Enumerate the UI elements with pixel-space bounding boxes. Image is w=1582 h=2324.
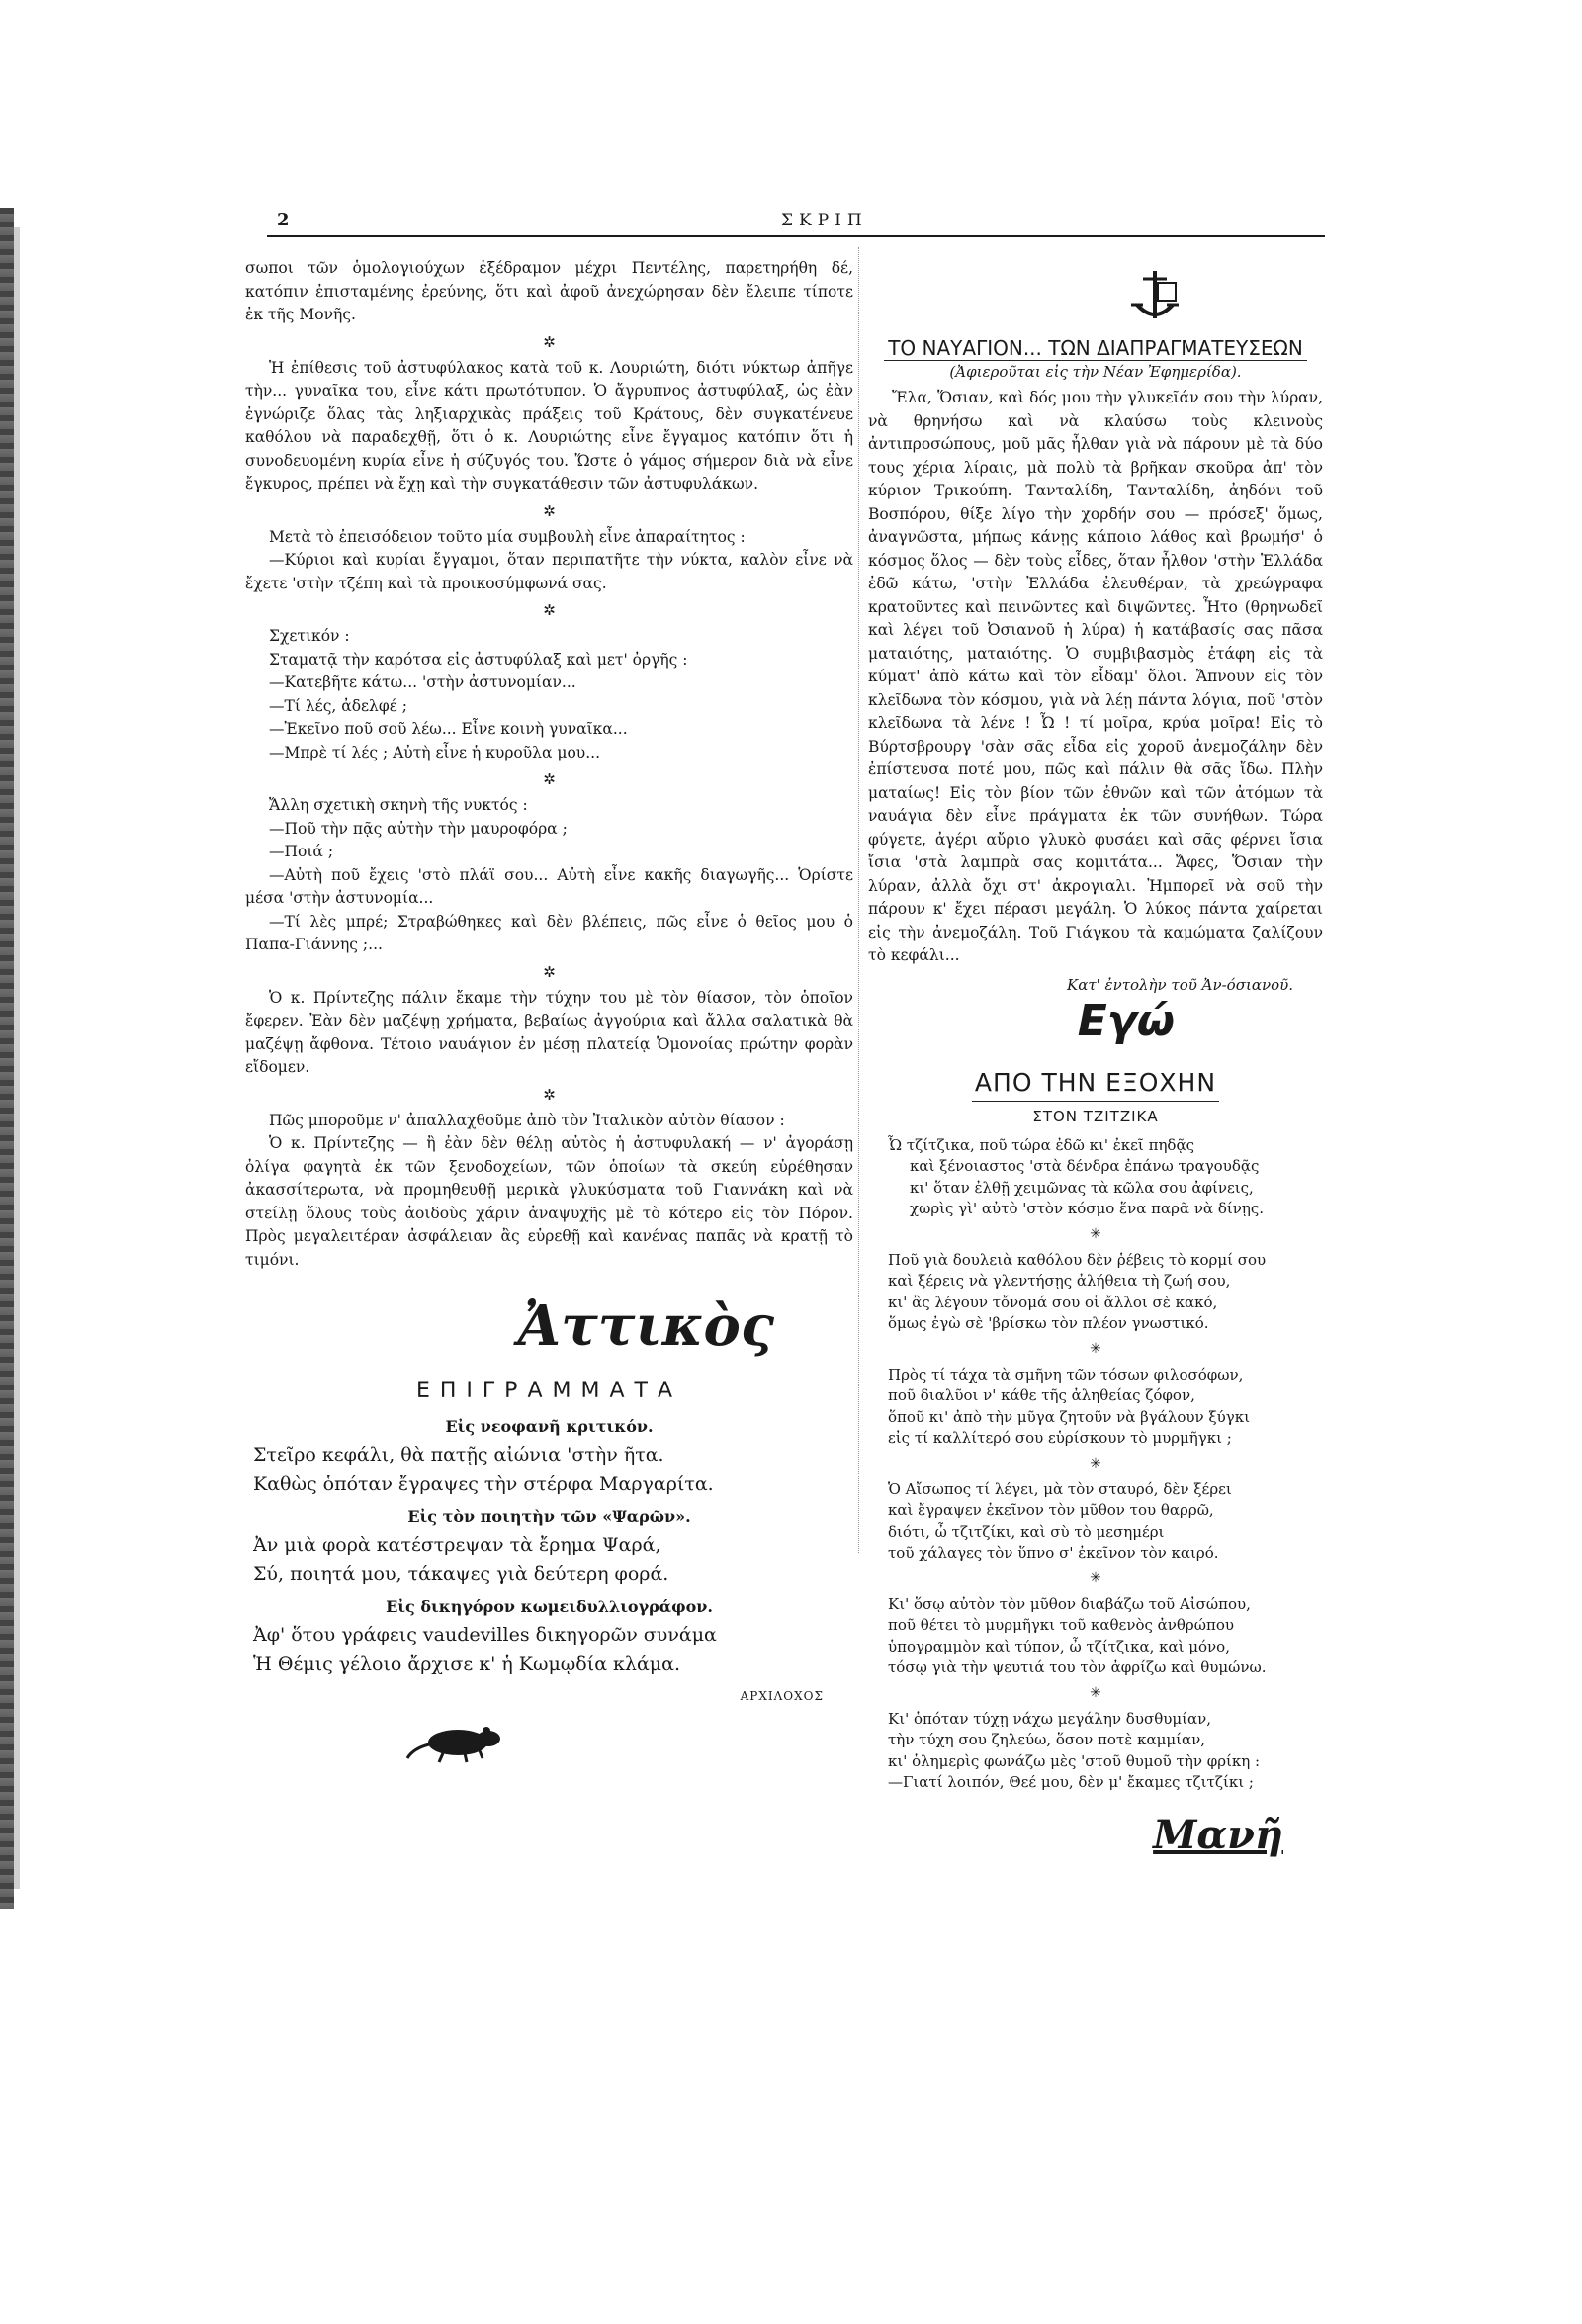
epigram-subtitle: Εἰς νεοφανῆ κριτικόν. — [445, 1417, 654, 1436]
star-separator: ✲ — [543, 332, 556, 351]
article-paragraph: σωποι τῶν ὁμολογιούχων ἐξέδραμον μέχρι Πεντέλης, παρετηρήθη δέ, κατόπιν ἐπισταμένης ἐρεύνης, ὅτι καὶ ἀφοῦ ἀνεχώρησαν δὲν ἔλειπε τίποτε ἐκ τῆς Μονῆς. — [245, 259, 853, 323]
right-column — [868, 267, 1323, 1858]
star-separator: ✲ — [543, 601, 556, 619]
dialogue-line: —Τί λές, ἀδελφέ ; — [269, 696, 407, 715]
left-column — [245, 257, 853, 1768]
verse-line: καὶ ξέρεις νὰ γλεντήσῃς ἀλήθεια τὴ ζωή σου, — [888, 1272, 1231, 1290]
dialogue-line: —Μπρὲ τί λές ; Αὐτὴ εἶνε ἡ κυροῦλα μου... — [269, 743, 601, 761]
verse-line: κι' ἂς λέγουν τὄνομά σου οἱ ἄλλοι σὲ κακό, — [888, 1293, 1218, 1311]
column-divider — [858, 247, 860, 1553]
article-dedication: (Ἀφιεροῦται εἰς τὴν Νέαν Ἐφημερίδα). — [949, 363, 1242, 381]
page-number: 2 — [277, 210, 290, 230]
epigram-line: Σύ, ποιητά μου, τάκαψες γιὰ δεύτερη φορά. — [253, 1564, 669, 1585]
epigram-subtitle: Εἰς δικηγόρον κωμειδυλλιογράφον. — [386, 1597, 713, 1616]
poem-stanza — [888, 1479, 1323, 1564]
verse-line: κι' ὁλημερὶς φωνάζω μὲς 'στοῦ θυμοῦ τὴν φρίκη : — [888, 1751, 1261, 1770]
page-header — [267, 210, 1325, 237]
verse-line: ὅποῦ κι' ἀπὸ τὴν μῦγα ζητοῦν νὰ βγάλουν ξύγκι — [888, 1407, 1251, 1426]
star-separator: ✳ — [1090, 1684, 1101, 1701]
section-title: ΑΠΟ ΤΗΝ ΕΞΟΧΗΝ — [974, 1067, 1217, 1097]
dialogue-line: —Κατεβῆτε κάτω... 'στὴν ἀστυνομίαν... — [269, 673, 576, 691]
poem-stanza — [888, 1365, 1323, 1450]
verse-line: ὑπογραμμὸν καὶ τύπον, ὦ τζίτζικα, καὶ μόνο, — [888, 1637, 1230, 1655]
epigram-line: Καθὼς ὁπόταν ἔγραψες τὴν στέρφα Μαργαρίτα. — [253, 1474, 714, 1495]
verse-line: Ποῦ γιὰ δουλειὰ καθόλου δὲν ῥέβεις τὸ κορμί σου — [888, 1250, 1267, 1269]
star-separator: ✲ — [543, 1085, 556, 1104]
verse-line: κι' ὅταν ἐλθῇ χειμῶνας τὰ κῶλα σου ἀφίνεις, — [910, 1178, 1254, 1197]
ship-anchor-emblem-icon — [1125, 267, 1323, 330]
star-separator: ✳ — [1090, 1569, 1101, 1586]
poem-title: ΣΤΟΝ ΤΖΙΤΖΙΚΑ — [1032, 1107, 1159, 1125]
dialogue-line: —Ποιά ; — [269, 843, 334, 860]
signature-mani: Μανῆ — [1153, 1811, 1283, 1858]
epigrams-title: ΕΠΙΓΡΑΜΜΑΤΑ — [415, 1379, 682, 1403]
dialogue-line: Σταματᾷ τὴν καρότσα εἰς ἀστυφύλαξ καὶ μετ' ὀργῆς : — [269, 650, 688, 669]
article-paragraph: Ὁ κ. Πρίντεζης — ἢ ἐὰν δὲν θέλῃ αὐτὸς ἡ ἀστυφυλακή — ν' ἀγοράσῃ ὀλίγα φαγητὰ ἐκ τῶν ξενοδοχείων, τῶν ὁποίων τὰ σκεύη εὑρέθησαν ἀκασσίτερωτα, νὰ προμηθευθῇ μερικὰ γλυκύσματα τοῦ Γιαννάκη καὶ νὰ στείλῃ ὅλους τοὺς ἀοιδοὺς χάριν ἀναψυχῆς μὲ τὸ κότερο εἰς τὸν Πόρον. Πρὸς μεγαλειτέραν ἀσφάλειαν ἂς εὑρεθῇ καὶ κανένας παπᾶς νὰ κρατῇ τὸ τιμόνι. — [245, 1134, 853, 1269]
signature-ego: Εγώ — [1077, 995, 1175, 1046]
verse-line: Πρὸς τί τάχα τὰ σμῆνη τῶν τόσων φιλοσόφων, — [888, 1365, 1244, 1384]
article-title-wrap — [868, 336, 1323, 361]
verse-line: ποῦ θέτει τὸ μυρμῆγκι τοῦ καθενὸς ἀνθρώπου — [888, 1616, 1234, 1634]
verse-line: καὶ ξένοιαστος 'στὰ δένδρα ἐπάνω τραγουδᾷς — [910, 1157, 1260, 1175]
star-separator: ✲ — [543, 962, 556, 981]
binding-edge — [0, 208, 14, 1909]
epigram-line: Στεῖρο κεφάλι, θὰ πατῇς αἰώνια 'στὴν ῆτα. — [253, 1444, 664, 1466]
verse-line: Ὁ Αἴσωπος τί λέγει, μὰ τὸν σταυρό, δὲν ξέρει — [888, 1479, 1232, 1498]
poem-stanza — [888, 1709, 1323, 1794]
star-separator: ✳ — [1090, 1455, 1101, 1472]
advice-line: —Κύριοι καὶ κυρίαι ἔγγαμοι, ὅταν περιπατῆτε τὴν νύκτα, καλὸν εἶνε νὰ ἔχετε 'στὴν τζέπη καὶ τὰ προικοσύμφωνά σας. — [245, 551, 853, 592]
article-paragraph: Ὁ κ. Πρίντεζης πάλιν ἔκαμε τὴν τύχην του μὲ τὸν θίασον, τὸν ὁποῖον ἔφερεν. Ἐὰν δὲν μαζέψῃ χρήματα, βεβαίως ἀγγούρια καὶ ἄλλα σαλατικὰ θὰ μαζέψῃ ἄφθονα. Τέτοιο ναυάγιον ἐν μέσῃ πλατείᾳ Ὁμονοίας πρώτην φορὰν εἴδομεν. — [245, 988, 853, 1076]
star-separator: ✲ — [543, 770, 556, 788]
star-separator: ✲ — [543, 501, 556, 520]
article-title: ΤΟ ΝΑΥΑΓΙΟΝ... ΤΩΝ ΔΙΑΠΡΑΓΜΑΤΕΥΣΕΩΝ — [884, 336, 1307, 361]
dialogue-line: —Αὐτὴ ποῦ ἔχεις 'στὸ πλάϊ σου... Αὐτὴ εἶνε κακῆς διαγωγῆς... Ὁρίστε μέσα 'στὴν ἀστυνομία... — [245, 865, 853, 907]
article-signoff: Κατ' ἐντολὴν τοῦ Ἀν-όσιανοῦ. — [1067, 975, 1293, 994]
poem-stanza — [888, 1594, 1323, 1679]
signature-attikos: Ἀττικὸς — [517, 1294, 774, 1359]
verse-line: τοῦ χάλαγες τὸν ὕπνο σ' ἐκεῖνον τὸν καιρό. — [888, 1544, 1219, 1562]
verse-line: τὴν τύχη σου ζηλεύω, ὅσον ποτὲ καμμίαν, — [888, 1731, 1205, 1748]
poem-stanza — [888, 1135, 1323, 1220]
verse-line: χωρὶς γὶ' αὐτὸ 'στὸν κόσμο ἕνα παρᾶ νὰ δίνῃς. — [910, 1200, 1265, 1217]
relevant-title: Σχετικόν : — [269, 627, 350, 645]
dialogue-line: —Ἐκεῖνο ποῦ σοῦ λέω... Εἶνε κοινὴ γυναῖκα... — [269, 720, 628, 738]
verse-line: ὅμως ἐγὼ σὲ 'βρίσκω τὸν πλέον γνωστικό. — [888, 1314, 1209, 1332]
article-paragraph: Ἡ ἐπίθεσις τοῦ ἀστυφύλακος κατὰ τοῦ κ. Λουριώτη, διότι νύκτωρ ἀπῆγε τὴν... γυναῖκα του, εἶνε κάτι πρωτότυπον. Ὁ ἄγρυπνος ἀστυφύλαξ, ὡς ἐὰν ἐγνώριζε ὅλας τὰς ληξιαρχικὰς πράξεις τοῦ Κράτους, δὲν συγκατένευε καθόλου νὰ παραδεχθῇ, ὅτι ὁ κ. Λουριώτης εἶνε ἔγγαμος κατόπιν ὅτι ἡ συνοδευομένη κυρία εἶνε ἡ σύζυγός του. Ὥστε ὁ γάμος σήμερον διὰ νὰ εἶνε ἔγκυρος, πρέπει νὰ ἔχῃ καὶ τὴν συγκατάθεσιν τῶν ἀστυφυλάκων. — [245, 358, 853, 492]
epigram-line: Ἀφ' ὅτου γράφεις vaudevilles δικηγορῶν συνάμα — [253, 1624, 717, 1646]
epigrams-author: ΑΡΧΙΛΟΧΟΣ — [740, 1689, 824, 1703]
article-body: Ἔλα, Ὅσιαν, καὶ δός μου τὴν γλυκεῖάν σου τὴν λύραν, νὰ θρηνήσω καὶ νὰ κλαύσω τοὺς κλεινοὺς ἀντιπροσώπους, μοῦ μᾶς ἦλθαν γιὰ νὰ πάρουν μὲ τὰ δύο τους χέρια λίραις, μὰ πολὺ τὰ βρῆκαν σκοῦρα ἀπ' τὸν κύριον Τρικούπη. Τανταλίδη, Τανταλίδη, ἀηδόνι τοῦ Βοσπόρου, θίξε λίγο τὴν χορδήν σου — πρόσεξ' ὅμως, ἀναγνῶστα, μήπως κάνῃς κάποιο λάθος καὶ βρωμήσ' ὁ κόσμος ὅλος — δὲν τοὺς εἶδες, ὅταν ἦλθον 'στὴν Ἑλλάδα ἐδῶ κάτω, 'στὴν Ἑλλάδα ἐλευθέραν, τὰ χρεώγραφα κρατοῦντες καὶ πεινῶντες καὶ διψῶντες. Ἦτο (θρηνωδεῖ καὶ λέγει τοῦ Ὀσιανοῦ ἡ λύρα) ἡ κατάβασίς σας πᾶσα ματαιότης, ματαιότης. Ὁ συμβιβασμὸς ἐτάφη εἰς τὰ κύματ' ἀπὸ κάτω καὶ τὸν εἶδαμ' ὅλοι. Ἄπνουν εἰς τὸν κλεῖδωνα τὸν κόσμου, γιὰ νὰ λέῃ πάντα λόγια, ποῦ 'στὸν κλεῖδωνα τὰ λένε ! Ὦ ! τί μοῖρα, κρύα μοῖρα! Εἰς τὸ Βύρτσβρουργ 'σὰν σᾶς εἶδα εἰς χοροῦ ἀνεμοζάλην δὲν ἐπίστευσα ποτέ μου, πῶς καὶ πάλιν θὰ σᾶς ἴδω. Πλὴν ματαίως! Εἰς τὸν βίον τῶν ἐθνῶν καὶ τῶν ἀτόμων τὰ ναυάγια δὲν εἶνε πράγματα ἐκ τῶν συνήθων. Τώρα φύγετε, ἀγέρι αὔριο γλυκὸ φυσάει καὶ σᾶς φέρνει ἴσια ἴσια 'στὰ λαμπρὰ σας κομιτάτα... Ἄφες, Ὅσιαν τὴν λύραν, ἀλλὰ ὄχι στ' ἀκρογιαλι. Ἠμπορεῖ νὰ σοῦ τὴν πάρουν κ' ἔχει πέρασι μεγάλη. Ὁ λύκος πάντα χαίρεται εἰς τὴν ἀνεμοζάλη. Τοῦ Γιάγκου τὰ καμώματα ζαλίζουν τὸ κεφάλι... — [868, 389, 1323, 964]
verse-line: εἰς τί καλλίτερό σου εὑρίσκουν τὸ μυρμῆγκι ; — [888, 1429, 1232, 1447]
verse-line: Ὦ τζίτζικα, ποῦ τώρα ἐδῶ κι' ἐκεῖ πηδᾷς — [888, 1135, 1194, 1154]
verse-line: καὶ ἔγραψεν ἐκεῖνον τὸν μῦθον του θαρρῶ, — [888, 1501, 1214, 1519]
epigram-line: Ἡ Θέμις γέλοιο ἄρχισε κ' ἡ Κωμῳδία κλάμα. — [253, 1654, 681, 1675]
dialogue-line: —Τί λὲς μπρέ; Στραβώθηκες καὶ δὲν βλέπεις, πῶς εἶνε ὁ θεῖος μου ὁ Παπα-Γιάννης ;... — [245, 912, 853, 953]
binding-shadow — [14, 227, 20, 1889]
verse-line: Κι' ὁπόταν τύχῃ νάχω μεγάλην δυσθυμίαν, — [888, 1709, 1211, 1728]
verse-line: διότι, ὦ τζιτζίκι, καὶ σὺ τὸ μεσημέρι — [888, 1522, 1165, 1541]
verse-line: —Γιατί λοιπόν, Θεέ μου, δὲν μ' ἔκαμες τζιτζίκι ; — [888, 1773, 1254, 1791]
epigram-subtitle: Εἰς τὸν ποιητὴν τῶν «Ψαρῶν». — [407, 1507, 691, 1526]
poem-stanza — [888, 1250, 1323, 1335]
verse-line: τόσῳ γιὰ τὴν ψευτιά του τὸν ἀφρίζω καὶ θυμώνω. — [888, 1658, 1267, 1676]
other-scene-title: Ἄλλη σχετικὴ σκηνὴ τῆς νυκτός : — [269, 796, 528, 814]
article-paragraph: Μετὰ τὸ ἐπεισόδειον τοῦτο μία συμβουλὴ εἶνε ἀπαραίτητος : — [269, 527, 746, 546]
masthead: ΣΚΡΙΠ — [781, 211, 868, 230]
star-separator: ✳ — [1090, 1225, 1101, 1242]
verse-line: ποῦ διαλῦοι ν' κάθε τῆς ἀληθείας ζόφον, — [888, 1386, 1195, 1404]
verse-line: Κι' ὅσῳ αὐτὸν τὸν μῦθον διαβάζω τοῦ Αἰσώπου, — [888, 1594, 1251, 1613]
article-paragraph: Πῶς μποροῦμε ν' ἀπαλλαχθοῦμε ἀπὸ τὸν Ἰταλικὸν αὐτὸν θίασον : — [269, 1111, 785, 1129]
star-separator: ✳ — [1090, 1340, 1101, 1357]
epigram-line: Ἀν μιὰ φορὰ κατέστρεψαν τὰ ἔρημα Ψαρά, — [253, 1534, 661, 1556]
title-rule — [972, 1101, 1219, 1102]
rat-icon — [403, 1719, 853, 1768]
dialogue-line: —Ποῦ τὴν πᾷς αὐτὴν τὴν μαυροφόρα ; — [269, 819, 568, 838]
